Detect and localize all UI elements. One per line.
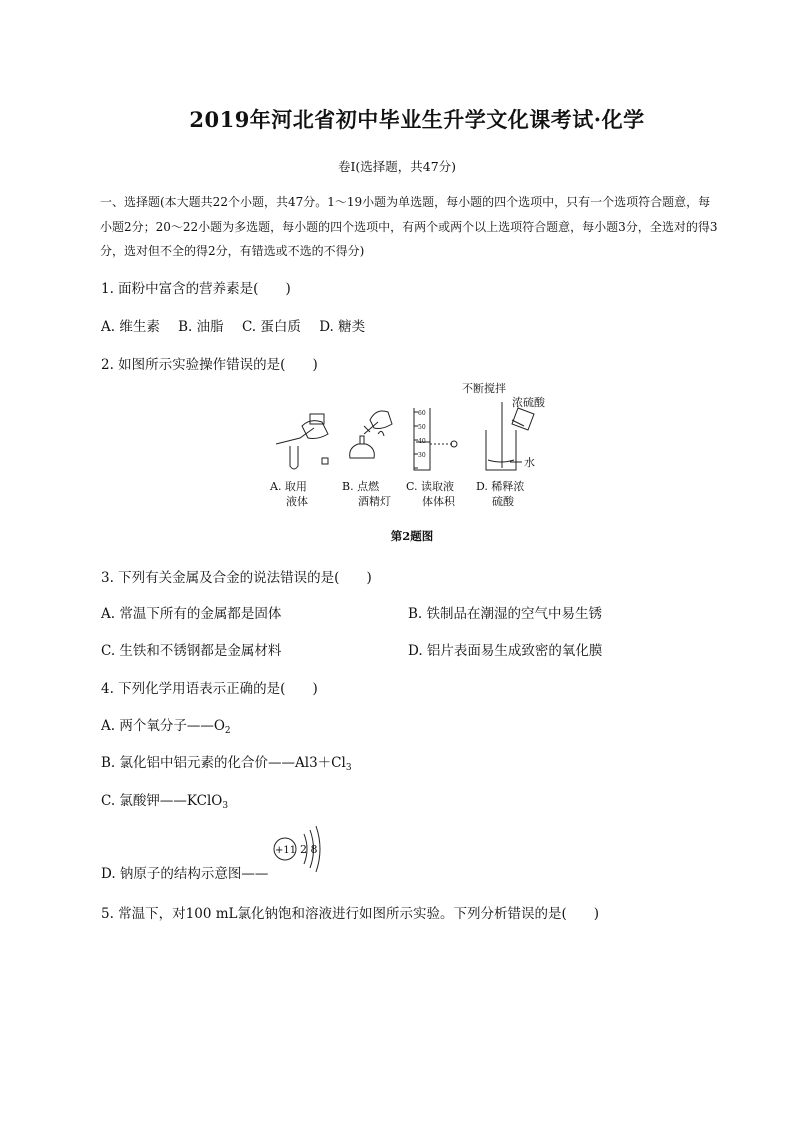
tick-30: 30 (418, 452, 426, 459)
label-b-line2: 酒精灯 (358, 495, 391, 508)
section-instructions: 一、选择题(本大题共22个小题，共47分。1～19小题为单选题，每小题的四个选项中，只有一个选项符合题意，每小题2分；20～22小题为多选题，每小题的四个选项中，有两个或两个以上选项符合题意，每小题3分，全选对的得3分，选对但不全的得2分，有错选或不选的不得分) (100, 195, 718, 258)
q3-option-a: A. 常温下所有的金属都是固体 (101, 606, 282, 622)
q4-option-c: C. 氯酸钾——KClO$_3$ (101, 793, 229, 811)
tick-50: 50 (418, 424, 426, 431)
q1-option-a: A. 维生素 (101, 319, 160, 335)
q3-option-c: C. 生铁和不锈钢都是金属材料 (101, 643, 282, 659)
label-c-line2: 体体积 (422, 495, 455, 508)
q1-option-c: C. 蛋白质 (241, 319, 301, 335)
q4-option-d: D. 钠原子的结构示意图—— (101, 866, 269, 882)
figure-caption: 第2题图 (390, 529, 434, 543)
label-b-line1: B. 点燃 (342, 480, 380, 493)
tick-60: 60 (418, 410, 426, 417)
question-2-stem: 2. 如图所示实验操作错误的是( ) (101, 357, 318, 373)
question-5-stem: 5. 常温下，对100 mL氯化钠饱和溶液进行如图所示实验。下列分析错误的是( ) (101, 906, 600, 922)
question-3-stem: 3. 下列有关金属及合金的说法错误的是( ) (101, 570, 372, 586)
q4-option-a: A. 两个氧分子$——O_2$ (101, 718, 231, 736)
q1-option-d: D. 糖类 (319, 319, 366, 335)
label-a-line2: 液体 (286, 495, 308, 508)
q3-option-b: B. 铁制品在潮湿的空气中易生锈 (408, 606, 603, 622)
tick-40: 40 (418, 438, 426, 445)
q3-option-d: D. 铝片表面易生成致密的氧化膜 (408, 643, 603, 659)
label-d-line1: D. 稀释浓 (476, 480, 525, 493)
page-title: 2019年河北省初中毕业生升学文化课考试·化学 (189, 107, 645, 132)
label-acid: 浓硫酸 (512, 396, 545, 409)
q1-option-b: B. 油脂 (178, 319, 224, 335)
label-d-line2: 硫酸 (492, 495, 514, 508)
section-subtitle: 卷Ⅰ(选择题，共47分) (337, 159, 457, 174)
sodium-atom-diagram (272, 824, 342, 874)
label-c-line1: C. 读取液 (406, 480, 455, 493)
question-1-stem: 1. 面粉中富含的营养素是( ) (101, 281, 291, 297)
q4-option-b: B. 氯化铝中铝元素的化合价$——Al3+Cl_3$ (101, 755, 352, 773)
atom-nucleus: +11 (275, 845, 297, 856)
question-1-options (101, 315, 379, 335)
label-stir: 不断搅拌 (462, 382, 506, 395)
atom-shells: 2 8 (300, 843, 318, 856)
label-water: 水 (524, 456, 535, 469)
question-4-stem: 4. 下列化学用语表示正确的是( ) (101, 681, 318, 697)
label-a-line1: A. 取用 (270, 480, 307, 493)
figure-a-drawing (276, 414, 328, 469)
lab-operations-figure (266, 378, 566, 512)
figure-b-drawing (350, 411, 392, 458)
